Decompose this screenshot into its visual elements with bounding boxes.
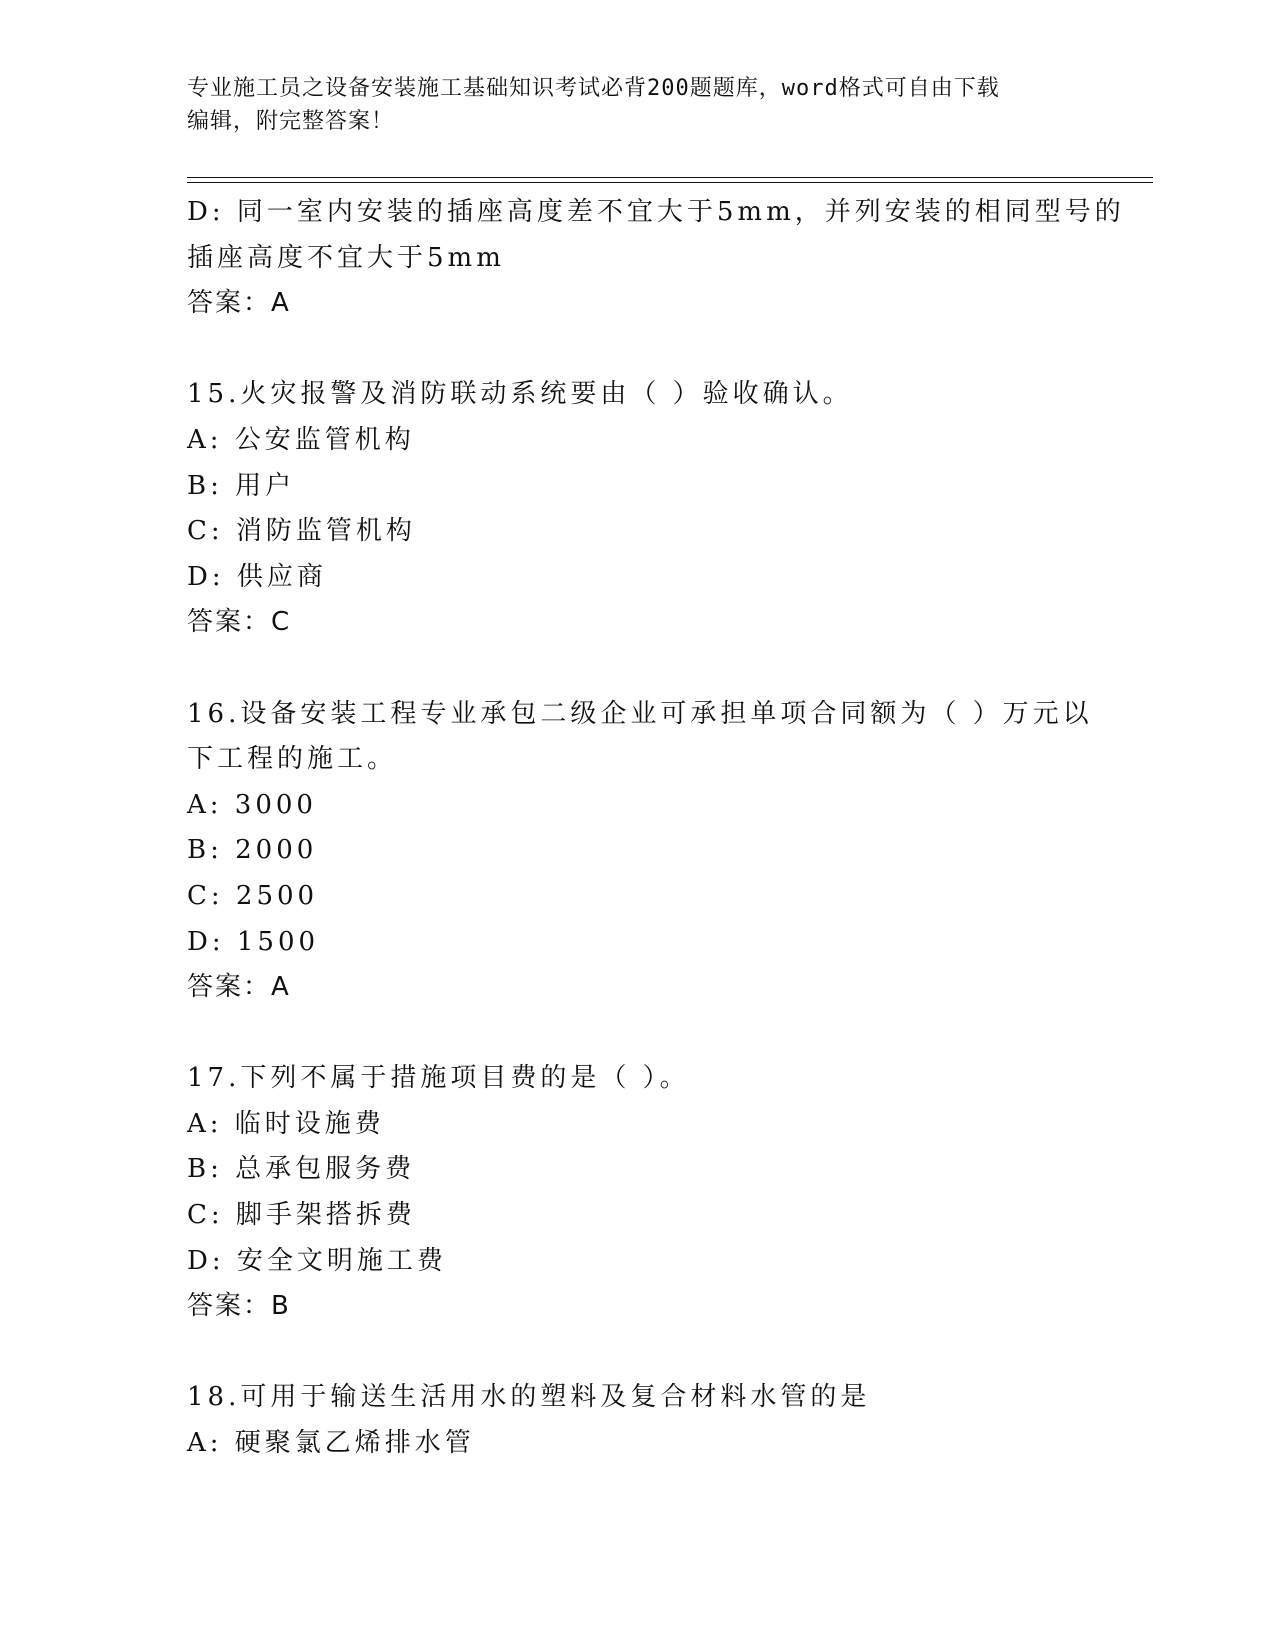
- option-d: D: 1500: [187, 926, 320, 957]
- question-item-15: [187, 372, 1087, 646]
- question-item-17: [187, 1056, 1087, 1330]
- answer-line: 答案：A: [187, 972, 291, 1003]
- option-a: A: 3000: [187, 789, 317, 820]
- header-line-2: 编辑，附完整答案！: [187, 109, 395, 134]
- spacer: [187, 646, 1087, 692]
- question-list: [187, 190, 1125, 1467]
- header-rule-top: [187, 177, 1153, 178]
- spacer: [187, 327, 1087, 373]
- option-a: A: 硬聚氯乙烯排水管: [187, 1428, 475, 1459]
- option-b: B: 2000: [187, 835, 318, 866]
- question-text: 15.火灾报警及消防联动系统要由（ ）验收确认。: [187, 379, 853, 410]
- answer-line: 答案：B: [187, 1291, 291, 1322]
- option-c: C: 消防监管机构: [187, 516, 416, 547]
- option-a: A: 临时设施费: [187, 1108, 385, 1139]
- option-line: D: 同一室内安装的插座高度差不宜大于5mm，并列安装的相同型号的: [187, 197, 1125, 227]
- option-c: C: 2500: [187, 880, 319, 911]
- answer-line: 答案：C: [187, 607, 292, 638]
- option-line: 插座高度不宜大于5mm: [187, 242, 505, 273]
- spacer: [187, 1330, 1087, 1376]
- answer-line: 答案：A: [187, 288, 291, 319]
- header-line-1: 专业施工员之设备安装施工基础知识考试必背200题题库，word格式可自由下载: [187, 76, 1000, 101]
- option-b: B: 总承包服务费: [187, 1154, 416, 1185]
- option-a: A: 公安监管机构: [187, 424, 415, 455]
- header-rule-bottom: [187, 182, 1153, 183]
- document-header: [187, 72, 1087, 138]
- option-d: D: 安全文明施工费: [187, 1245, 447, 1276]
- spacer: [187, 1011, 1087, 1057]
- question-text-cont: 下工程的施工。: [187, 744, 398, 775]
- option-d: D: 供应商: [187, 561, 327, 592]
- question-item-14: [187, 190, 1125, 327]
- question-text: 17.下列不属于措施项目费的是（ ）。: [187, 1063, 690, 1094]
- question-item-16: [187, 692, 1093, 1011]
- question-text: 18.可用于输送生活用水的塑料及复合材料水管的是: [187, 1382, 871, 1413]
- option-c: C: 脚手架搭拆费: [187, 1200, 416, 1231]
- option-b: B: 用户: [187, 470, 296, 501]
- question-text: 16.设备安装工程专业承包二级企业可承担单项合同额为（ ）万元以: [187, 698, 1093, 729]
- question-item-18: [187, 1375, 1087, 1466]
